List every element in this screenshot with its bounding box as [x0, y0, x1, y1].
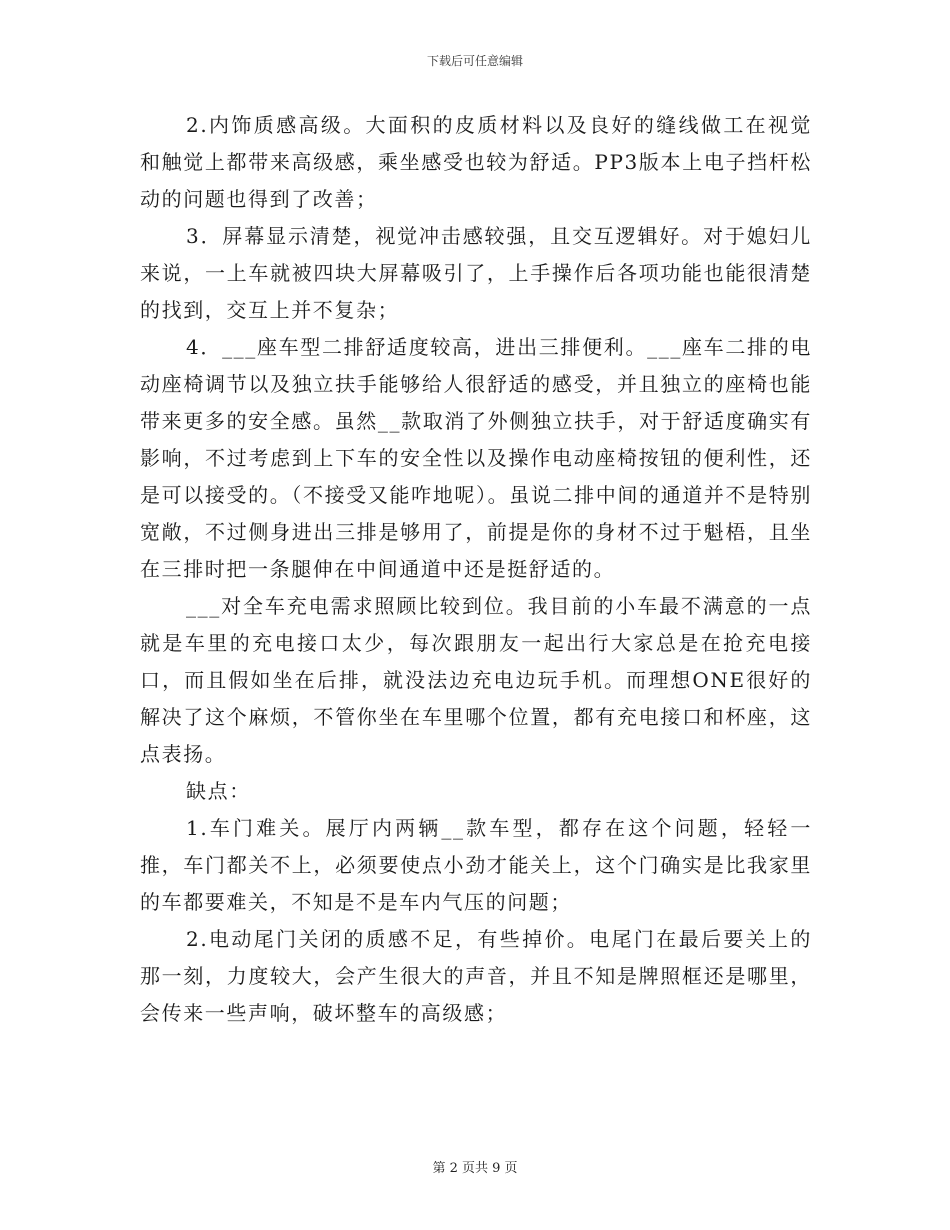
- section-heading-disadvantages: 缺点：: [186, 779, 251, 803]
- page-header: 下载后可任意编辑: [426, 54, 523, 68]
- document-body: [140, 107, 812, 1032]
- paragraph-charging: ___对全车充电需求照顾比较到位。我目前的小车最不满意的一点就是车里的充电接口太少，每次跟朋友一起出行大家总是在抢充电接口，而且假如坐在后排，就没法边充电边玩手机。而理想ONE很好的解决了这个麻烦，不管你坐在车里哪个位置，都有充电接口和杯座，这点表扬。: [140, 594, 812, 766]
- paragraph-door-closing: 1.车门难关。展厅内两辆__款车型，都存在这个问题，轻轻一推，车门都关不上，必须要使点小劲才能关上，这个门确实是比我家里的车都要难关，不知是不是车内气压的问题；: [140, 816, 812, 914]
- page-number: 第 2 页共 9 页: [432, 1161, 518, 1176]
- paragraph-screen-display: 3．屏幕显示清楚，视觉冲击感较强，且交互逻辑好。对于媳妇儿来说，一上车就被四块大屏幕吸引了，上手操作后各项功能也能很清楚的找到，交互上并不复杂；: [140, 224, 812, 322]
- paragraph-interior-quality: 2.内饰质感高级。大面积的皮质材料以及良好的缝线做工在视觉和触觉上都带来高级感，乘坐感受也较为舒适。PP3版本上电子挡杆松动的问题也得到了改善；: [140, 113, 812, 211]
- paragraph-second-row-comfort: 4．___座车型二排舒适度较高，进出三排便利。___座车二排的电动座椅调节以及独立扶手能够给人很舒适的感受，并且独立的座椅也能带来更多的安全感。虽然__款取消了外侧独立扶手，对于舒适度确实有影响，不过考虑到上下车的安全性以及操作电动座椅按钮的便利性，还是可以接受的。（不接受又能咋地呢）。虽说二排中间的通道并不是特别宽敞，不过侧身进出三排是够用了，前提是你的身材不过于魁梧，且坐在三排时把一条腿伸在中间通道中还是挺舒适的。: [140, 335, 812, 581]
- paragraph-tailgate: 2.电动尾门关闭的质感不足，有些掉价。电尾门在最后要关上的那一刻，力度较大，会产生很大的声音，并且不知是牌照框还是哪里，会传来一些声响，破坏整车的高级感；: [140, 927, 812, 1025]
